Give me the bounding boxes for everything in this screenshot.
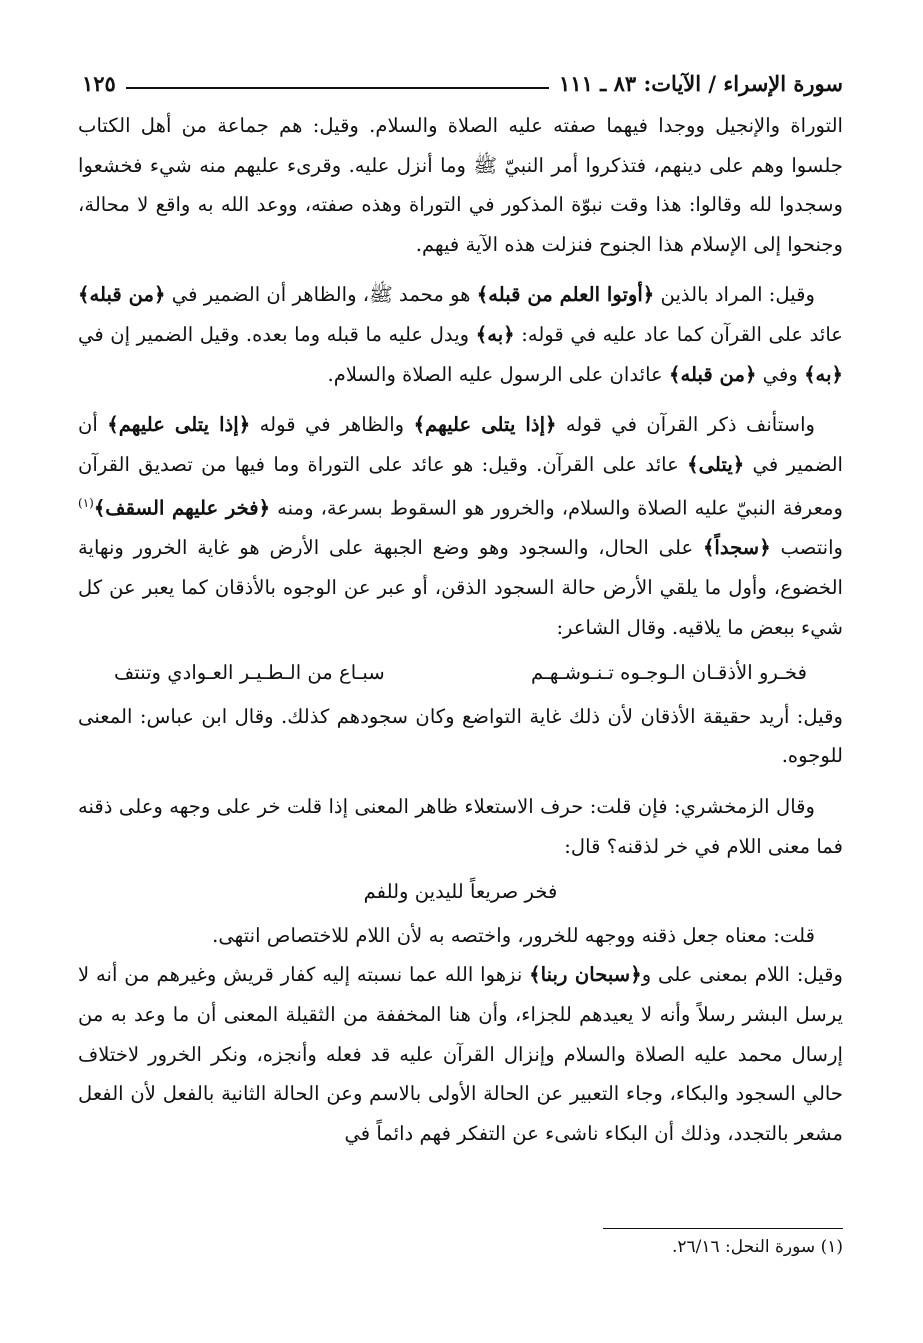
text-run: عائد على القرآن كما عاد عليه في قوله:	[514, 322, 843, 346]
quran-quote: ﴿من قبله﴾	[668, 362, 757, 386]
footnote-marker: (١)	[78, 496, 94, 511]
text-run: ويدل عليه ما قبله وما بعده. وقيل الضمير إن في	[78, 322, 476, 346]
page-header	[82, 66, 843, 100]
page-number: ١٢٥	[82, 70, 116, 96]
poetry-verse	[78, 653, 843, 693]
quran-quote: ﴿سبحان ربنا﴾	[529, 963, 642, 987]
paragraph-5: وقال الزمخشري: فإن قلت: حرف الاستعلاء ظاهر المعنى إذا قلت خر على وجهه وعلى ذقنه فما معنى اللام في خر لذقنه؟ قال:	[78, 795, 843, 858]
text-run: عائد على القرآن. وقيل: هو عائد على التوراة وما فيها من تصديق القرآن ومعرفة النبيّ عليه الصلاة والسلام، والخرور هو السقوط بسرعة، ومنه	[78, 452, 843, 520]
text-run: أن الضمير في	[78, 413, 843, 476]
text-run: عائدان على الرسول عليه الصلاة والسلام.	[327, 362, 669, 386]
header-rule	[126, 87, 549, 89]
text-run: على الحال، والسجود وهو وضع الجبهة على الأرض هو غاية الخرور ونهاية الخضوع، وأول ما يلقي الأرض حالة السجود الذقن، أو عبر عن الوجوه بالأذقان كما يعبر عن كل شيء ببعض ما يلاقيه. وقال الشاعر:	[78, 536, 843, 639]
paragraph-4: وقيل: أريد حقيقة الأذقان لأن ذلك غاية التواضع وكان سجودهم كذلك. وقال ابن عباس: المعنى للوجوه.	[78, 704, 843, 768]
text-run: هو محمد ﷺ، والظاهر أن الضمير في	[165, 283, 477, 307]
quran-quote: ﴿أوتوا العلم من قبله﴾	[476, 283, 655, 307]
paragraph-2	[78, 275, 843, 394]
verse-hemistich-first: فخـرو الأذقـان الـوجـوه تـنـوشـهـم	[531, 661, 807, 685]
text-run: وقيل: اللام بمعنى على و	[641, 963, 843, 987]
quran-quote: ﴿سجداً﴾	[702, 536, 771, 560]
footnote: (١) سورة النحل: ٢٦/١٦.	[671, 1237, 843, 1257]
text-run: واستأنف ذكر القرآن في قوله	[556, 413, 815, 437]
quran-quote: ﴿فخر عليهم السقف﴾	[93, 496, 271, 520]
text-run: وفي	[756, 362, 805, 386]
page-body	[78, 106, 843, 1153]
paragraph-1: التوراة والإنجيل ووجدا فيهما صفته عليه الصلاة والسلام. وقيل: هم جماعة من أهل الكتاب جلسوا وهم على دينهم، فتذكروا أمر النبيّ ﷺ وما أنزل عليه. وقرىء عليهم منه شيء فخشعوا وسجدوا لله وقالوا: هذا وقت نبوّة المذكور في التوراة وهذه صفته، ووعد الله به واقع لا محالة، وجنحوا إلى الإسلام هذا الجنوح فنزلت هذه الآية فيهم.	[78, 114, 843, 256]
text-run: والظاهر في قوله	[250, 413, 414, 437]
text-run: وقيل: المراد بالذين	[654, 283, 815, 307]
text-run: نزهوا الله عما نسبته إليه كفار قريش وغيرهم من أنه لا يرسل البشر رسلاً وأنه لا يعيدهم للجزاء، وأن هنا المخففة من الثقيلة المعنى أن ما وعد به من إرسال محمد عليه الصلاة والسلام وإنزال القرآن عليه قد فعله وأنجزه، ونكر الخرور لاختلاف حالي السجود والبكاء، وجاء التعبير عن الحالة الأولى بالاسم وعن الحالة الثانية بالفعل لأن الفعل مشعر بالتجدد، وذلك أن البكاء ناشىء عن التفكر فهم دائماً في	[78, 963, 843, 1145]
paragraph-6: قلت: معناه جعل ذقنه ووجهه للخرور، واختصه به لأن اللام للاختصاص انتهى.	[212, 923, 815, 947]
quran-quote: ﴿من قبله﴾	[78, 283, 166, 307]
quran-quote: ﴿به﴾	[475, 322, 515, 346]
text-run: وانتصب	[770, 536, 843, 560]
running-title: سورة الإسراء / الآيات: ٨٣ ـ ١١١	[559, 70, 843, 96]
quran-quote: ﴿يتلى﴾	[687, 452, 745, 476]
paragraph-7	[78, 955, 843, 1153]
paragraph-3	[78, 405, 843, 647]
quran-quote: ﴿به﴾	[804, 362, 843, 386]
quran-quote: ﴿إذا يتلى عليهم﴾	[413, 413, 557, 437]
poetry-verse-single: فخر صريعاً لليدين وللفم	[363, 880, 558, 904]
quran-quote: ﴿إذا يتلى عليهم﴾	[107, 413, 251, 437]
footnote-rule	[603, 1228, 843, 1229]
verse-hemistich-second: سبـاع من الـطـيـر العـوادي وتنتف	[114, 661, 385, 685]
